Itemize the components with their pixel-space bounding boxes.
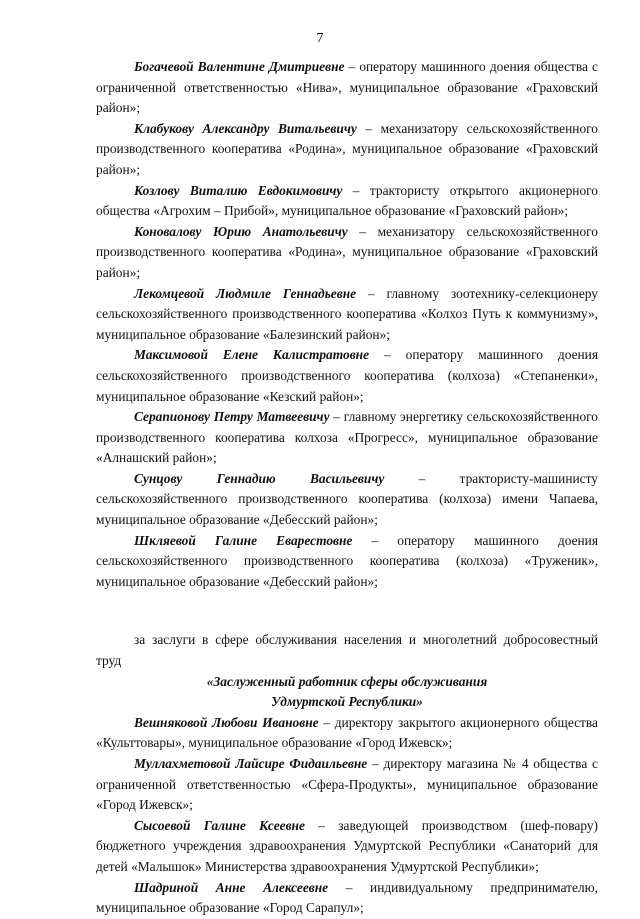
awardee-name: Козлову Виталию Евдокимовичу [134, 182, 343, 198]
awardee-entry [96, 469, 598, 531]
awardee-name: Максимовой Елене Калистратовне [134, 347, 370, 363]
awardee-name: Шадриной Анне Алексеевне [134, 879, 329, 895]
awardee-entry [96, 181, 598, 222]
awardee-name: Шкляевой Галине Еварестовне [134, 532, 353, 548]
awardee-position: – оператору машинного доения сельскохозяйственного производственного кооператива (колхоза) «Труженик», муниципальное образование «Дебесский район»; [96, 532, 599, 589]
awardee-position: – трактористу открытого акционерного общества «Агрохим – Прибой», муниципальное образование «Граховский район»; [96, 182, 598, 219]
awardee-list-agriculture [96, 57, 598, 592]
awardee-name: Серапионову Петру Матвеевичу [134, 409, 330, 425]
awardee-entry [96, 57, 598, 119]
award-title-line1: «Заслуженный работник сферы обслуживания [206, 673, 488, 689]
awardee-position: – директору закрытого акционерного общества «Культтовары», муниципальное образование «Город Ижевск»; [96, 714, 598, 751]
section-spacer [96, 592, 598, 630]
awardee-position: – индивидуальному предпринимателю, муниципальное образование «Город Сарапул»; [96, 879, 598, 916]
awardee-name: Сысоевой Галине Ксеевне [134, 817, 305, 833]
awardee-position: – директору магазина № 4 общества с ограниченной ответственностью «Сфера-Продукты», муниципальное образование «Город Ижевск»; [96, 756, 598, 813]
awardee-list-services [96, 713, 598, 919]
awardee-position: – оператору машинного доения общества с ограниченной ответственностью «Нива», муниципальное образование «Граховский район»; [96, 59, 598, 116]
awardee-position: – главному зоотехнику-селекционеру сельскохозяйственного производственного кооператива «Колхоз Путь к коммунизму», муниципальное образование «Балезинский район»; [96, 285, 598, 342]
awardee-position: – механизатору сельскохозяйственного производственного кооператива «Родина», муниципальное образование «Граховский район»; [96, 120, 598, 177]
document-body [96, 57, 598, 919]
page-number: 7 [316, 31, 324, 46]
awardee-name: Богачевой Валентине Дмитриевне [134, 59, 345, 74]
awardee-name: Сунцову Геннадию Васильевичу [134, 470, 385, 486]
awardee-entry [96, 345, 598, 407]
awardee-entry [96, 119, 598, 181]
awardee-entry [96, 816, 598, 878]
awardee-name: Лекомцевой Людмиле Геннадьевне [134, 285, 357, 301]
awardee-entry [96, 284, 598, 346]
awardee-entry [96, 531, 598, 593]
awardee-position: – оператору машинного доения сельскохозяйственного производственного кооператива (колхоза) «Степаненки», муниципальное образование «Кезский район»; [96, 347, 599, 404]
awardee-entry [96, 878, 598, 919]
awardee-entry [96, 407, 598, 469]
award-reason: за заслуги в сфере обслуживания населения и многолетний добросовестный труд [96, 632, 598, 669]
awardee-position: – заведующей производством (шеф-повару) бюджетного учреждения здравоохранения Удмуртской Республики «Санаторий для детей «Малышок» Министерства здравоохранения Удмуртской Республики»; [96, 817, 598, 874]
awardee-position: – главному энергетику сельскохозяйственного производственного кооператива колхоза «Прогресс», муниципальное образование «Алнашский район»; [96, 409, 598, 466]
awardee-name: Клабукову Александру Витальевичу [134, 120, 357, 136]
awardee-name: Муллахметовой Лайсире Фидаильевне [134, 756, 368, 771]
award-title-line2: Удмуртской Республики» [271, 694, 423, 710]
awardee-entry [96, 222, 598, 284]
awardee-position: – трактористу-машинисту сельскохозяйственного производственного кооператива (колхоза) имени Чапаева, муниципальное образование «Дебесский район»; [96, 470, 598, 528]
awardee-name: Вешняковой Любови Ивановне [134, 714, 319, 730]
awardee-entry [96, 713, 598, 754]
awardee-entry [96, 754, 598, 816]
awardee-position: – механизатору сельскохозяйственного производственного кооператива «Родина», муниципальное образование «Граховский район»; [96, 223, 599, 280]
awardee-name: Коновалову Юрию Анатольевичу [134, 223, 348, 239]
